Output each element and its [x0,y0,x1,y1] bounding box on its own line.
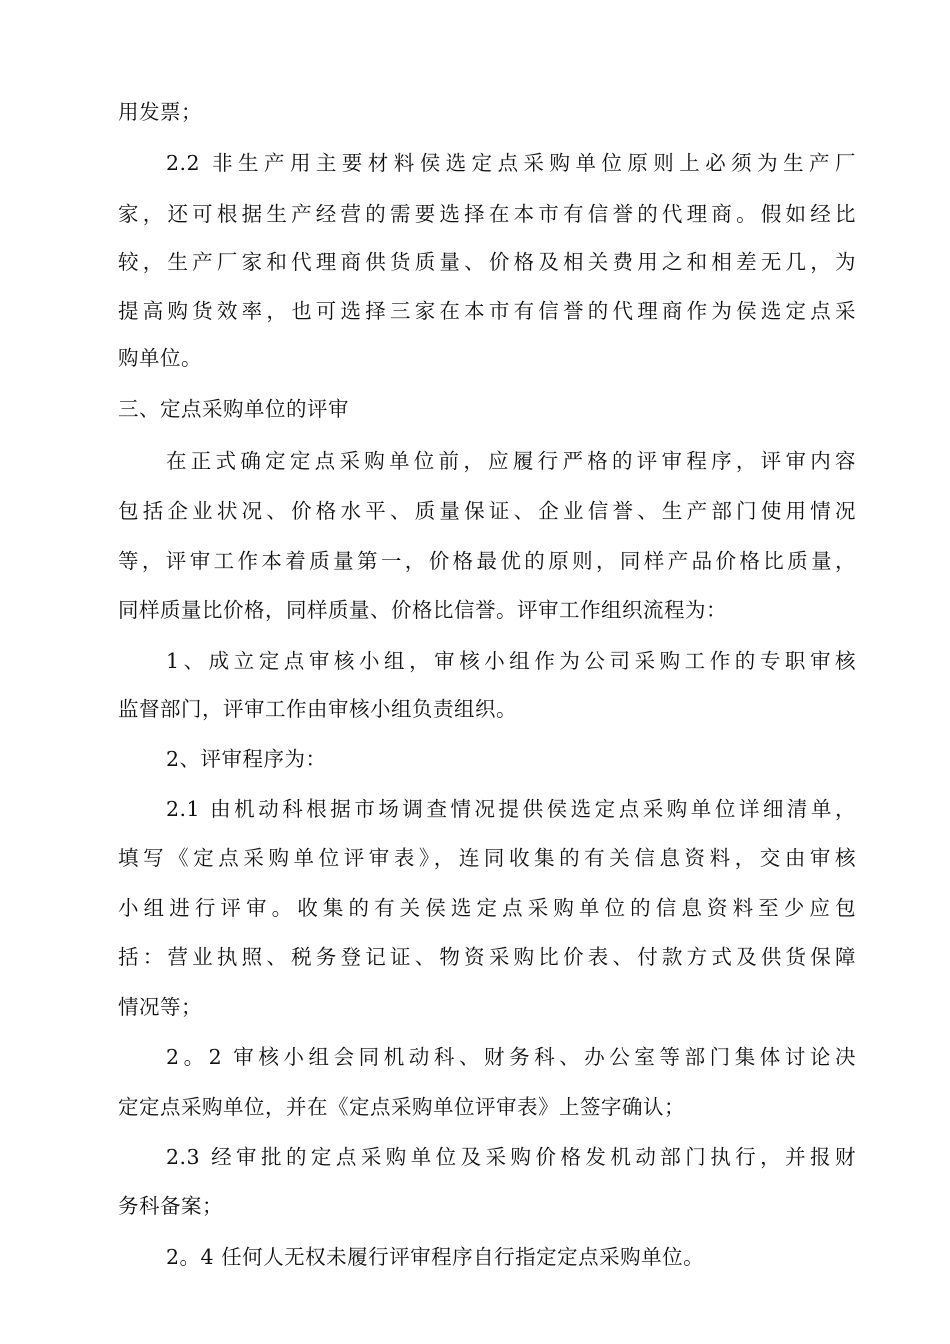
paragraph-line: 定定点采购单位，并在《定点采购单位评审表》上签字确认； [118,1095,685,1119]
paragraph-line: 2。2 审核小组会同机动科、财务科、办公室等部门集体讨论决 [166,1045,856,1069]
section-heading: 三、定点采购单位的评审 [118,397,349,421]
paragraph-line: 2.1 由机动科根据市场调查情况提供侯选定点采购单位详细清单， [166,797,856,821]
paragraph-line: 括：营业执照、税务登记证、物资采购比价表、付款方式及供货保障 [118,945,856,969]
paragraph-line: 用发票； [118,100,202,124]
paragraph-line: 提高购货效率，也可选择三家在本市有信誉的代理商作为侯选定点采 [118,299,856,323]
paragraph-line: 家，还可根据生产经营的需要选择在本市有信誉的代理商。假如经比 [118,202,856,226]
paragraph-line: 1、成立定点审核小组，审核小组作为公司采购工作的专职审核 [166,649,856,673]
paragraph-line: 包括企业状况、价格水平、质量保证、企业信誉、生产部门使用情况 [118,499,856,523]
paragraph-line: 务科备案； [118,1194,223,1218]
paragraph-line: 同样质量比价格，同样质量、价格比信誉。评审工作组织流程为： [118,598,727,622]
paragraph-line: 小组进行评审。收集的有关侯选定点采购单位的信息资料至少应包 [118,896,856,920]
paragraph-line: 2、评审程序为： [166,747,327,771]
paragraph-line: 购单位。 [118,346,202,370]
paragraph-line: 较，生产厂家和代理商供货质量、价格及相关费用之和相差无几，为 [118,250,856,274]
paragraph-line: 等，评审工作本着质量第一，价格最优的原则，同样产品价格比质量， [118,549,856,573]
paragraph-line: 2。4 任何人无权未履行评审程序自行指定定点采购单位。 [166,1245,705,1269]
paragraph-line: 监督部门，评审工作由审核小组负责组织。 [118,697,517,721]
paragraph-line: 情况等； [118,995,202,1019]
paragraph-line: 2.2 非生产用主要材料侯选定点采购单位原则上必须为生产厂 [166,151,856,175]
paragraph-line: 在正式确定定点采购单位前，应履行严格的评审程序，评审内容 [166,449,856,473]
paragraph-line: 2.3 经审批的定点采购单位及采购价格发机动部门执行，并报财 [166,1145,856,1169]
paragraph-line: 填写《定点采购单位评审表》，连同收集的有关信息资料，交由审核 [118,846,856,870]
